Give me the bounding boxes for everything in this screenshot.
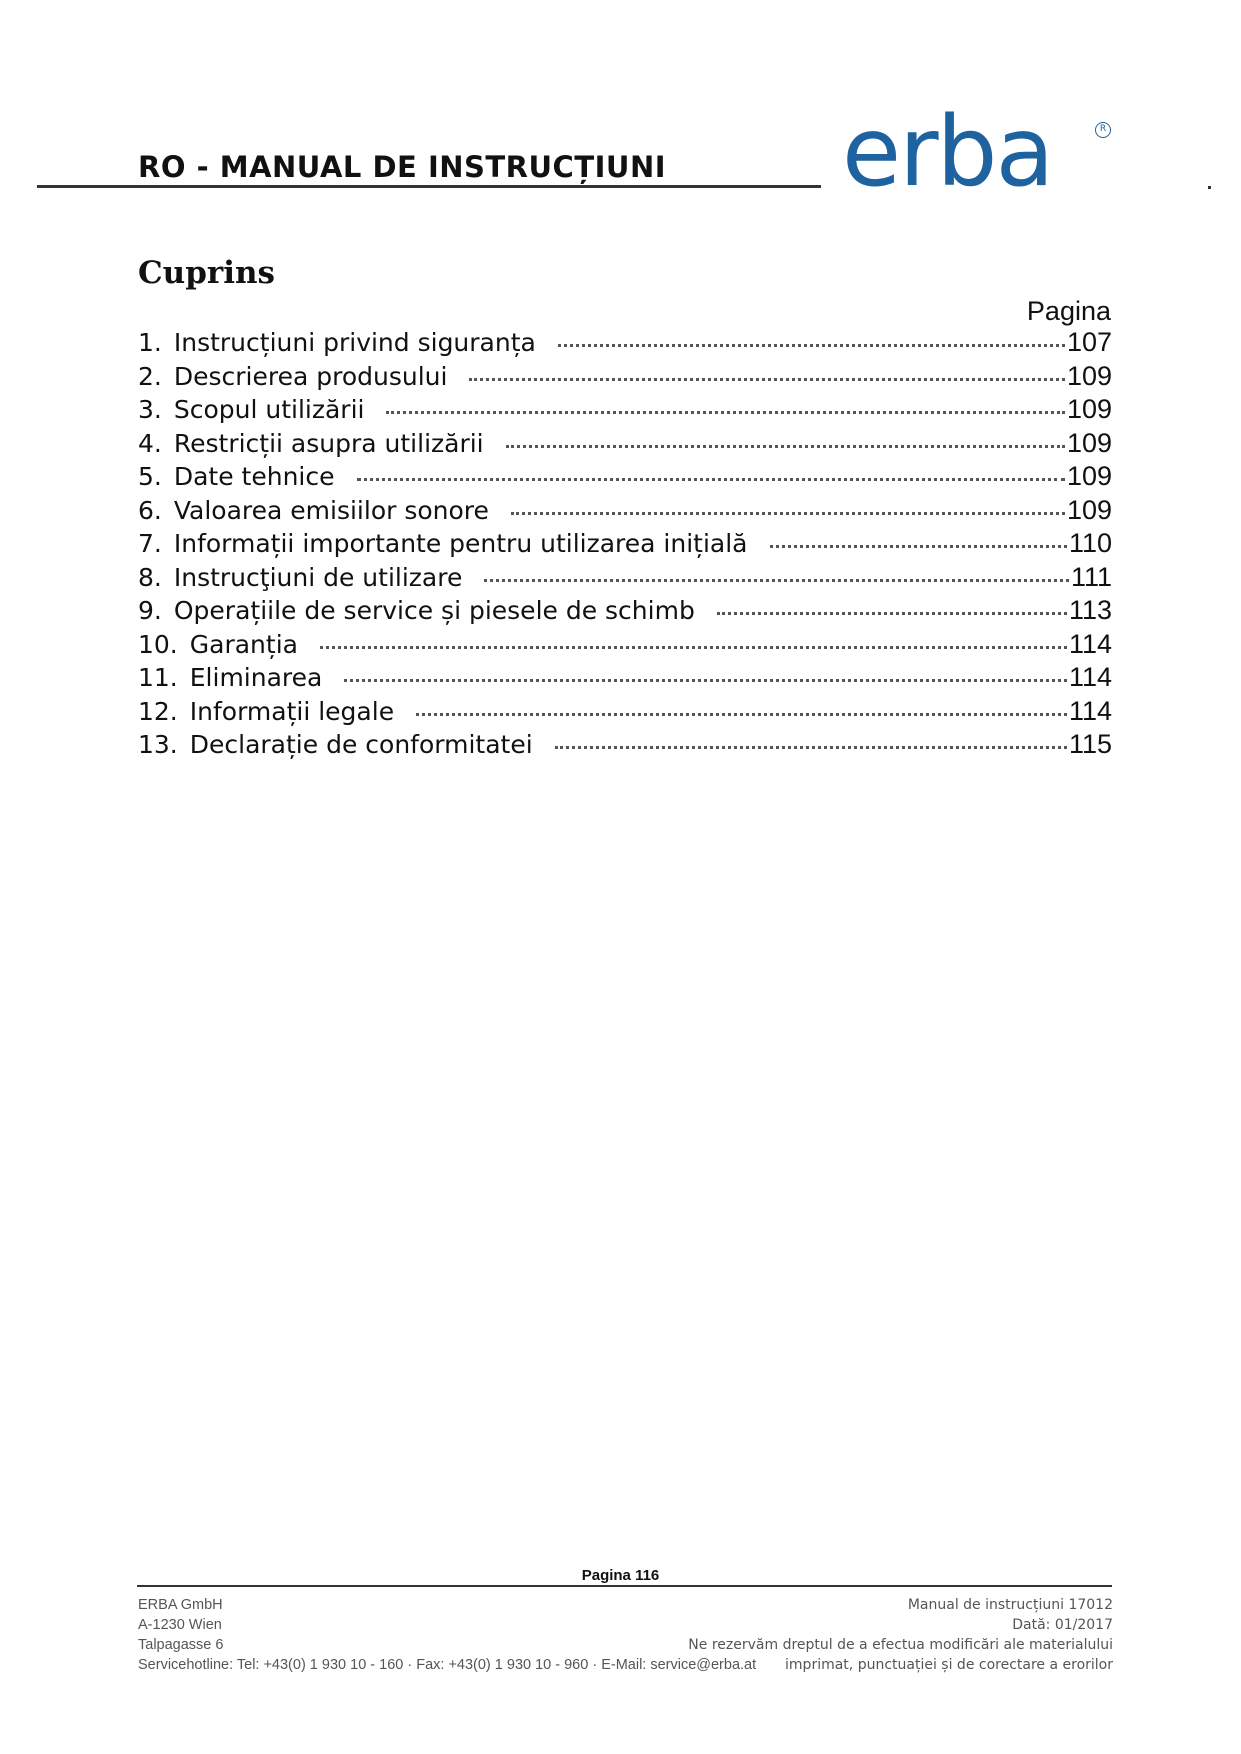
toc-entry-page: 107 <box>1066 327 1112 357</box>
toc-entry <box>138 595 1112 629</box>
toc-dot-leader <box>416 712 1067 716</box>
toc-entry-title: Scopul utilizării <box>173 395 365 424</box>
toc-dot-leader <box>484 578 1069 582</box>
registered-mark-icon: R <box>1095 122 1111 138</box>
toc-entry-text <box>138 429 484 458</box>
toc-entry-number: 11. <box>138 663 178 692</box>
toc-dot-leader <box>344 678 1067 682</box>
toc-entry-page: 113 <box>1068 595 1112 625</box>
toc-entry-number: 13. <box>138 730 178 759</box>
toc-entry-title: Instrucţiuni de utilizare <box>173 562 463 592</box>
toc-entry-page: 109 <box>1066 427 1112 458</box>
toc-entry-page: 111 <box>1070 561 1112 592</box>
toc-entry-title: Valoarea emisiilor sonore <box>173 495 489 525</box>
toc-dot-leader <box>558 343 1065 347</box>
decorative-dot <box>1208 186 1211 189</box>
toc-entry-number: 12. <box>138 696 178 726</box>
toc-entry-page: 114 <box>1068 662 1112 692</box>
toc-entry <box>138 696 1112 730</box>
toc-entry-title: Operațiile de service și piesele de schimb <box>173 596 695 625</box>
toc-dot-leader <box>320 645 1067 649</box>
toc-entry-number: 1. <box>138 328 162 357</box>
toc-entry-number: 3. <box>138 395 162 424</box>
toc-entry <box>138 461 1112 495</box>
toc-entry-number: 6. <box>138 495 162 525</box>
toc-dot-leader <box>506 444 1065 448</box>
toc-dot-leader <box>357 477 1065 481</box>
toc-entry-text <box>138 730 533 759</box>
toc-entry-page: 109 <box>1066 360 1112 391</box>
table-of-contents <box>138 327 1112 763</box>
footer-disclaimer-2: imprimat, punctuației și de corectare a erorilor <box>785 1657 1113 1673</box>
toc-dot-leader <box>469 377 1064 381</box>
toc-entry-title: Descrierea produsului <box>173 361 448 391</box>
footer-manual: Manual de instrucțiuni 17012 <box>907 1597 1113 1613</box>
toc-dot-leader <box>770 544 1067 548</box>
header-rule <box>37 185 821 188</box>
toc-entry-number: 10. <box>138 629 178 659</box>
toc-page-column-label: Pagina <box>1026 296 1111 326</box>
toc-entry-text <box>138 697 394 726</box>
toc-entry <box>138 562 1112 596</box>
footer-company: ERBA GmbH <box>138 1597 223 1613</box>
toc-entry-title: Declarație de conformitatei <box>189 730 533 759</box>
toc-dot-leader <box>717 611 1067 615</box>
toc-entry-number: 4. <box>138 428 162 458</box>
toc-dot-leader <box>511 511 1065 515</box>
toc-entry <box>138 528 1112 562</box>
toc-entry-title: Garanția <box>189 629 298 659</box>
footer-date: Dată: 01/2017 <box>1012 1617 1113 1633</box>
toc-entry-page: 109 <box>1066 394 1112 424</box>
toc-entry-text <box>138 630 298 659</box>
toc-entry-page: 109 <box>1066 461 1112 491</box>
toc-entry-text <box>138 563 462 592</box>
toc-entry-title: Restricții asupra utilizării <box>173 428 484 458</box>
toc-entry <box>138 327 1112 361</box>
toc-entry-number: 9. <box>138 596 162 625</box>
toc-entry <box>138 495 1112 529</box>
footer-disclaimer-1: Ne rezervăm dreptul de a efectua modificări ale materialului <box>688 1637 1113 1653</box>
toc-entry-title: Eliminarea <box>189 663 323 692</box>
toc-entry-number: 2. <box>138 361 162 391</box>
toc-entry <box>138 629 1112 663</box>
footer-manual-info <box>688 1595 1113 1675</box>
toc-entry <box>138 662 1112 696</box>
toc-entry-text <box>138 663 322 692</box>
toc-entry-title: Instrucțiuni privind siguranța <box>173 328 536 357</box>
toc-entry-title: Informații importante pentru utilizarea inițială <box>173 529 748 558</box>
footer-page-number: Pagina 116 <box>581 1567 660 1584</box>
toc-entry-text <box>138 328 536 357</box>
toc-heading: Cuprins <box>138 255 275 291</box>
toc-entry-page: 110 <box>1068 528 1112 558</box>
toc-entry-text <box>138 362 447 391</box>
toc-entry-number: 5. <box>138 462 162 491</box>
toc-entry-text <box>138 462 335 491</box>
toc-entry-text <box>138 496 489 525</box>
footer-company-info <box>138 1595 756 1675</box>
header-title: RO - MANUAL DE INSTRUCȚIUNI <box>138 150 667 184</box>
footer-rule <box>137 1585 1112 1587</box>
footer-hotline: Servicehotline: Tel: +43(0) 1 930 10 - 160 · Fax: +43(0) 1 930 10 - 960 · E-Mail: service@erba.at <box>138 1657 757 1673</box>
toc-entry-page: 115 <box>1068 729 1112 759</box>
toc-entry <box>138 394 1112 428</box>
toc-entry <box>138 729 1112 763</box>
toc-entry-number: 8. <box>138 562 162 592</box>
toc-entry-page: 114 <box>1068 628 1112 659</box>
toc-entry-title: Date tehnice <box>173 462 335 491</box>
footer-city: A-1230 Wien <box>138 1617 222 1633</box>
toc-entry-page: 109 <box>1066 494 1112 525</box>
toc-entry <box>138 428 1112 462</box>
toc-entry-text <box>138 529 748 558</box>
toc-entry-text <box>138 395 364 424</box>
toc-dot-leader <box>386 410 1064 414</box>
toc-entry-number: 7. <box>138 529 162 558</box>
toc-entry-title: Informații legale <box>189 696 395 726</box>
erba-logo: erba <box>842 96 1053 208</box>
toc-entry <box>138 361 1112 395</box>
footer-street: Talpagasse 6 <box>138 1637 224 1653</box>
toc-entry-text <box>138 596 695 625</box>
toc-entry-page: 114 <box>1068 695 1112 726</box>
toc-dot-leader <box>555 745 1067 749</box>
